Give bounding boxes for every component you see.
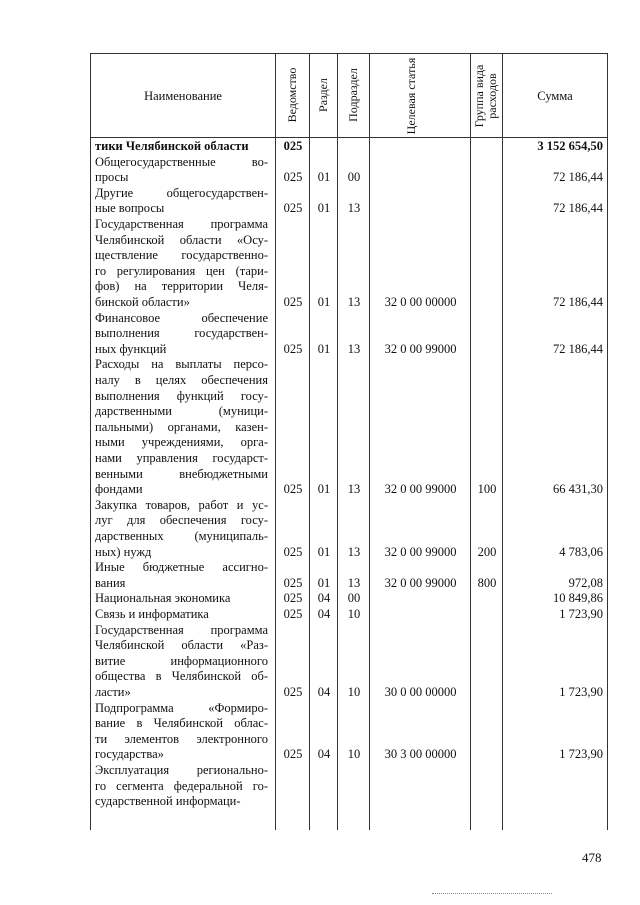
row-summa: 1 723,90 [559, 607, 603, 621]
row-podrazdel: 13 [347, 482, 361, 497]
row-name [95, 217, 268, 311]
row-vedomstvo: 025 [283, 341, 303, 356]
row-name-line: венными внебюджетными [95, 466, 268, 481]
row-celevaya: 32 0 00 99000 [384, 575, 457, 590]
header-vedomstvo: Ведомство [285, 67, 299, 123]
row-name-line: Национальная экономика [95, 591, 231, 606]
table-border-left [90, 53, 91, 830]
row-name-line: просы [95, 170, 129, 185]
row-name-line: витие информационного [95, 653, 268, 668]
row-name-line: сударственной информаци- [95, 794, 241, 809]
row-celevaya: 32 0 00 00000 [384, 295, 457, 309]
row-gruppa: 100 [477, 482, 497, 497]
header-podrazdel: Подраздел [346, 68, 360, 122]
row-summa: 1 723,90 [559, 747, 603, 762]
row-summa: 10 849,86 [553, 591, 603, 606]
row-name-line: выполнения государствен- [95, 326, 268, 341]
row-vedomstvo: 025 [283, 139, 303, 153]
row-podrazdel: 13 [347, 341, 361, 356]
row-vedomstvo: 025 [283, 170, 303, 185]
row-name-line: луг для обеспечения госу- [95, 513, 268, 528]
row-name-line: Финансовое обеспечение [95, 310, 268, 325]
row-name-line: дарственными (муници- [95, 404, 268, 419]
row-razdel: 04 [317, 685, 331, 699]
row-name-line: фондами [95, 482, 143, 497]
row-podrazdel: 13 [347, 295, 361, 309]
row-gruppa: 800 [477, 575, 497, 590]
header-summa: Сумма [537, 88, 573, 103]
header-gruppa: Группа вида расходов [472, 64, 499, 128]
row-name-line: ных функций [95, 341, 167, 356]
row-summa: 72 186,44 [553, 201, 603, 216]
row-vedomstvo: 025 [283, 607, 303, 621]
row-name [95, 607, 268, 623]
row-summa: 3 152 654,50 [537, 139, 603, 153]
row-name-line: Подпрограмма «Формиро- [95, 700, 268, 715]
row-summa: 4 783,06 [559, 544, 603, 559]
header-name: Наименование [144, 88, 222, 103]
row-vedomstvo: 025 [283, 544, 303, 559]
row-name [95, 560, 268, 591]
row-razdel: 01 [317, 295, 331, 309]
row-razdel: 04 [317, 747, 331, 762]
row-name-line: Государственная программа [95, 622, 268, 637]
row-name-line: Общегосударственные во- [95, 154, 268, 169]
row-name-line: ти элементов электронного [95, 731, 268, 746]
row-name-line: ные вопросы [95, 201, 165, 216]
row-name [95, 498, 268, 560]
row-name [95, 701, 268, 763]
row-summa: 72 186,44 [553, 295, 603, 309]
row-name-line: общества в Челябинской об- [95, 669, 268, 684]
row-name-line: пальными) органами, казен- [95, 419, 268, 434]
row-celevaya: 30 0 00 00000 [384, 685, 457, 699]
row-podrazdel: 13 [347, 201, 361, 216]
row-name [95, 139, 268, 155]
row-name-line: Иные бюджетные ассигно- [95, 560, 268, 575]
row-name-line: вание в Челябинской облас- [95, 716, 268, 731]
row-podrazdel: 10 [347, 747, 361, 762]
row-name-line: Челябинской области «Раз- [95, 638, 268, 653]
row-name [95, 623, 268, 701]
row-summa: 72 186,44 [553, 341, 603, 356]
row-podrazdel: 00 [347, 591, 361, 606]
row-name-line: Другие общегосударствен- [95, 185, 268, 200]
row-name-line: го регулирования цен (тари- [95, 263, 268, 278]
row-name [95, 591, 268, 607]
header-divider [90, 137, 608, 138]
row-name-line: ными учреждениями, орга- [95, 435, 268, 450]
row-razdel: 01 [317, 575, 331, 590]
row-name-line: вания [95, 575, 126, 590]
row-razdel: 01 [317, 170, 331, 185]
row-vedomstvo: 025 [283, 575, 303, 590]
row-celevaya: 30 3 00 00000 [384, 747, 457, 762]
row-name [95, 763, 268, 810]
row-summa: 72 186,44 [553, 170, 603, 185]
row-gruppa: 200 [477, 544, 497, 559]
row-name-line: налу в целях обеспечения [95, 372, 268, 387]
row-name [95, 155, 268, 186]
row-name-line: фов) на территории Челя- [95, 279, 268, 294]
row-vedomstvo: 025 [283, 685, 303, 699]
row-razdel: 01 [317, 544, 331, 559]
header-razdel: Раздел [316, 78, 330, 112]
row-razdel: 01 [317, 201, 331, 216]
row-name-line: нами управления государст- [95, 450, 268, 465]
page-number: 478 [582, 850, 602, 865]
row-name-line: Связь и информатика [95, 607, 209, 621]
row-name [95, 186, 268, 217]
row-name-line: дарственных (муниципаль- [95, 528, 268, 543]
row-name-line: Эксплуатация регионально- [95, 763, 268, 777]
row-name [95, 311, 268, 358]
row-name-line: Челябинской области «Осу- [95, 232, 268, 247]
row-name-line: Расходы на выплаты персо- [95, 357, 268, 372]
row-razdel: 04 [317, 607, 331, 621]
footer-rule [432, 893, 552, 894]
row-summa: 972,08 [568, 575, 603, 590]
row-vedomstvo: 025 [283, 591, 303, 606]
row-name-line: тики Челябинской области [95, 139, 249, 153]
row-name-line: выполнения функций госу- [95, 388, 268, 403]
row-name-line: бинской области» [95, 294, 190, 309]
row-podrazdel: 10 [347, 607, 361, 621]
row-vedomstvo: 025 [283, 295, 303, 309]
row-podrazdel: 13 [347, 544, 361, 559]
row-name-line: ласти» [95, 684, 131, 699]
row-name-line: го сегмента федеральной го- [95, 778, 268, 793]
row-vedomstvo: 025 [283, 747, 303, 762]
row-podrazdel: 10 [347, 685, 361, 699]
row-podrazdel: 00 [347, 170, 361, 185]
row-name-line: государства» [95, 747, 164, 762]
row-vedomstvo: 025 [283, 482, 303, 497]
column-divider [470, 53, 471, 830]
row-name-line: Государственная программа [95, 217, 268, 231]
row-name-line: ществление государственно- [95, 248, 268, 263]
row-razdel: 01 [317, 341, 331, 356]
row-summa: 1 723,90 [559, 685, 603, 699]
table-border-right [607, 53, 608, 830]
header-celevaya: Целевая статья [404, 57, 418, 135]
row-name-line: ных) нужд [95, 544, 152, 559]
row-celevaya: 32 0 00 99000 [384, 482, 457, 497]
row-vedomstvo: 025 [283, 201, 303, 216]
row-name-line: Закупка товаров, работ и ус- [95, 497, 268, 512]
row-name [95, 357, 268, 497]
row-summa: 66 431,30 [553, 482, 603, 497]
row-celevaya: 32 0 00 99000 [384, 544, 457, 559]
row-razdel: 04 [317, 591, 331, 606]
row-celevaya: 32 0 00 99000 [384, 341, 457, 356]
row-podrazdel: 13 [347, 575, 361, 590]
row-razdel: 01 [317, 482, 331, 497]
